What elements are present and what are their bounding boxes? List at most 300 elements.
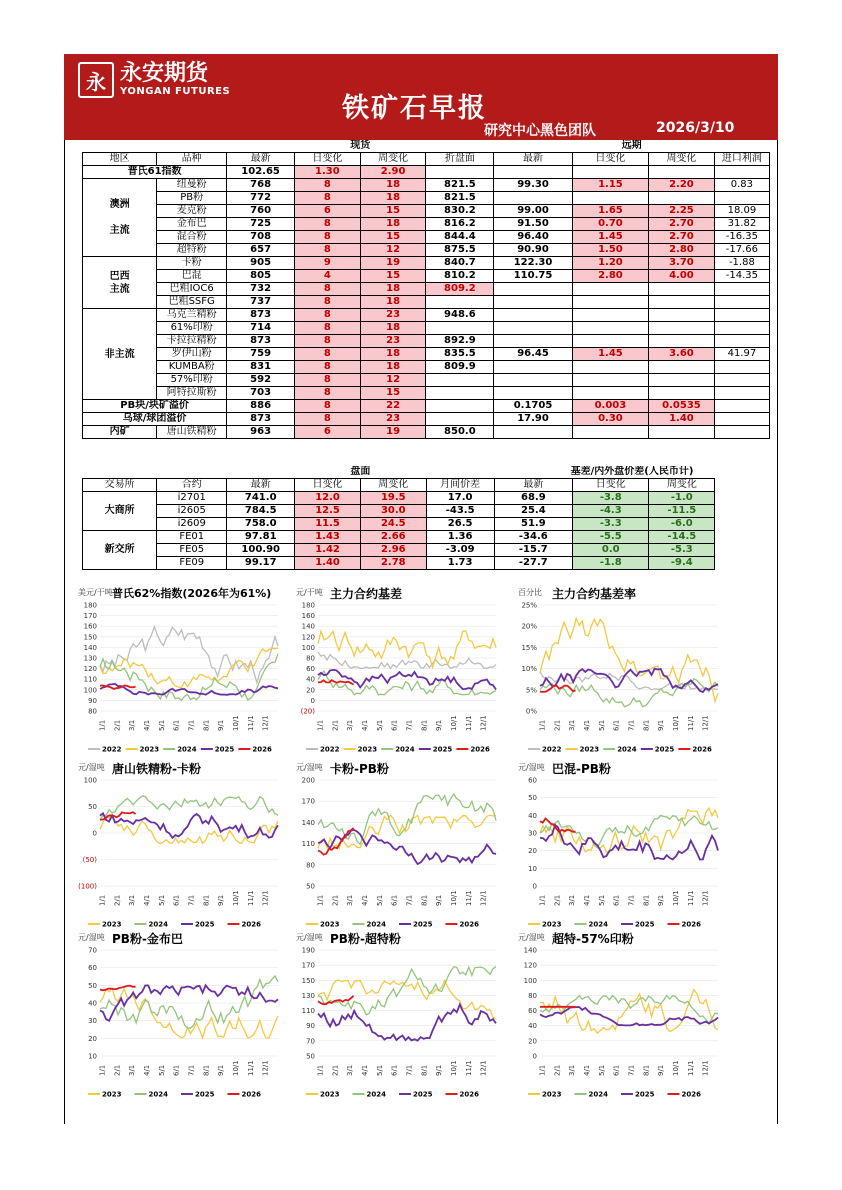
contract-name: FE05	[157, 544, 227, 557]
product-name: 阿特拉斯粉	[157, 387, 227, 400]
spot-week-change: 18	[360, 348, 426, 361]
import-profit	[714, 374, 769, 387]
report-title: 铁矿石早报	[342, 93, 487, 124]
series-line-2023	[100, 648, 278, 688]
spot-week-change: 15	[360, 270, 426, 283]
chart-c5	[290, 760, 502, 930]
column-header: 日变化	[295, 153, 361, 166]
product-name: 超特粉	[157, 244, 227, 257]
y-tick-label: (20)	[300, 707, 315, 716]
x-tick-label: 12/1	[701, 890, 710, 906]
section-header-row	[83, 466, 771, 479]
blank-cell	[715, 505, 770, 518]
forward-week-change: 2.80	[649, 244, 715, 257]
x-tick-label: 2/1	[331, 719, 340, 731]
chart-title: 主力合约基差率	[552, 587, 637, 601]
spot-latest: 657	[227, 244, 295, 257]
calendar-spread: 1.73	[426, 557, 494, 570]
x-tick-label: 10/1	[231, 1060, 240, 1076]
y-tick-label: 80	[306, 861, 315, 870]
x-tick-label: 11/1	[246, 890, 255, 906]
futures-latest: 784.5	[227, 505, 295, 518]
series-line-2022	[100, 627, 278, 683]
chart-c1	[72, 585, 284, 755]
product-name: 混合粉	[157, 231, 227, 244]
empty-cell	[714, 413, 769, 426]
x-tick-label: 6/1	[172, 894, 181, 906]
x-tick-label: 8/1	[202, 1064, 211, 1076]
x-tick-label: 7/1	[187, 719, 196, 731]
chart-svg	[512, 601, 724, 755]
y-tick-label: 110	[301, 1007, 315, 1016]
x-tick-label: 12/1	[701, 1060, 710, 1076]
calendar-spread: -43.5	[426, 505, 494, 518]
series-line-2023	[540, 990, 718, 1034]
x-tick-label: 7/1	[405, 1064, 414, 1076]
spot-week-change: 18	[360, 283, 426, 296]
series-line-2024	[540, 679, 718, 707]
x-tick-label: 3/1	[128, 719, 137, 731]
x-tick-label: 3/1	[128, 1064, 137, 1076]
table-row	[83, 322, 770, 335]
chart-svg	[72, 601, 284, 755]
spot-day-change: 8	[295, 218, 361, 231]
spot-week-change: 18	[360, 192, 426, 205]
y-tick-label: 150	[83, 633, 97, 642]
forward-latest	[494, 361, 572, 374]
spot-day-change: 8	[295, 348, 361, 361]
y-tick-label: 180	[301, 601, 315, 610]
basis-week-change: -9.4	[649, 557, 715, 570]
blank-cell	[715, 479, 770, 492]
chart-c3	[512, 585, 724, 755]
legend-label: 2025	[654, 745, 675, 754]
y-tick-label: (50)	[82, 856, 97, 864]
forward-latest: 99.00	[494, 205, 572, 218]
legend-label: 2024	[148, 920, 168, 929]
series-line-2024	[100, 796, 278, 820]
forward-week-change: 2.70	[649, 231, 715, 244]
spot-latest: 805	[227, 270, 295, 283]
y-tick-label: 20	[528, 847, 537, 856]
y-tick-label: 25%	[521, 601, 537, 610]
table-row	[83, 374, 770, 387]
x-tick-label: 11/1	[686, 1060, 695, 1076]
product-name: 61%印粉	[157, 322, 227, 335]
domestic-name: 唐山铁精粉	[157, 426, 227, 439]
forward-week-change: 3.70	[649, 257, 715, 270]
legend-label: 2025	[195, 1090, 215, 1099]
converted-price: 809.9	[426, 361, 494, 374]
x-tick-label: 1/1	[316, 719, 325, 731]
y-tick-label: (100)	[78, 882, 97, 891]
x-tick-label: 4/1	[582, 1064, 591, 1076]
x-tick-label: 11/1	[464, 1060, 473, 1076]
spot-latest: 831	[227, 361, 295, 374]
y-tick-label: 0	[532, 1052, 537, 1061]
forward-week-change	[649, 309, 715, 322]
x-tick-label: 4/1	[582, 719, 591, 731]
spot-week-change: 18	[360, 361, 426, 374]
x-tick-label: 2/1	[553, 719, 562, 731]
forward-day-change	[572, 335, 648, 348]
basis-latest: 51.9	[494, 518, 573, 531]
forward-latest: 99.30	[494, 179, 572, 192]
series-line-2023	[318, 815, 496, 848]
spot-week-change: 18	[360, 218, 426, 231]
column-header: 地区	[83, 153, 157, 166]
import-profit	[714, 309, 769, 322]
spot-week-change: 12	[360, 374, 426, 387]
column-header: 折盘面	[426, 153, 494, 166]
forward-week-change	[649, 296, 715, 309]
spot-latest: 873	[227, 309, 295, 322]
legend-label: 2025	[413, 1090, 433, 1099]
x-tick-label: 10/1	[449, 890, 458, 906]
x-tick-label: 9/1	[657, 719, 666, 731]
forward-latest: 96.40	[494, 231, 572, 244]
blank-cell	[83, 140, 227, 153]
product-name: 巴混	[157, 270, 227, 283]
spot-latest: 725	[227, 218, 295, 231]
table-row	[83, 296, 770, 309]
calendar-spread: -3.09	[426, 544, 494, 557]
x-tick-label: 4/1	[142, 1064, 151, 1076]
forward-day-change	[572, 309, 648, 322]
y-tick-label: 10	[88, 1052, 97, 1061]
import-profit	[714, 322, 769, 335]
spot-week-change: 15	[360, 387, 426, 400]
series-line-2025	[318, 1005, 496, 1041]
forward-week-change: 2.70	[649, 218, 715, 231]
domestic-label: 内矿	[83, 426, 157, 439]
domestic-week-change: 19	[360, 426, 426, 439]
y-tick-label: 30	[88, 1017, 97, 1026]
chart-unit: 元/湿吨	[296, 763, 323, 772]
x-tick-label: 2/1	[331, 1064, 340, 1076]
forward-week-change	[649, 192, 715, 205]
chart-title: PB粉-超特粉	[330, 932, 401, 946]
spot-latest: 760	[227, 205, 295, 218]
y-tick-label: 10	[528, 864, 537, 873]
premium-latest: 886	[227, 400, 295, 413]
premium-forward-latest: 17.90	[494, 413, 572, 426]
forward-day-change	[572, 361, 648, 374]
y-tick-label: 90	[306, 1022, 315, 1031]
converted-price	[426, 296, 494, 309]
blank-cell	[715, 544, 770, 557]
y-tick-label: 50	[528, 794, 537, 803]
import-profit: 0.83	[714, 179, 769, 192]
product-name: PB粉	[157, 192, 227, 205]
calendar-spread: 26.5	[426, 518, 494, 531]
forward-day-change: 1.65	[572, 205, 648, 218]
chart-unit: 美元/干吨	[78, 588, 113, 597]
empty-cell	[494, 166, 572, 179]
domestic-day-change: 6	[295, 426, 361, 439]
column-header: 日变化	[295, 479, 361, 492]
legend-label: 2023	[579, 745, 600, 754]
chart-svg	[290, 946, 502, 1100]
y-tick-label: 70	[88, 946, 97, 955]
x-tick-label: 8/1	[642, 719, 651, 731]
empty-cell	[714, 166, 769, 179]
converted-price: 809.2	[426, 283, 494, 296]
column-header: 周变化	[360, 153, 426, 166]
basis-day-change: -3.3	[573, 518, 649, 531]
futures-week-change: 2.78	[360, 557, 426, 570]
x-tick-label: 10/1	[231, 890, 240, 906]
company-logo	[78, 62, 230, 98]
y-tick-label: 160	[83, 622, 97, 631]
y-tick-label: 160	[301, 612, 315, 621]
legend-label: 2023	[542, 920, 562, 929]
spot-latest: 732	[227, 283, 295, 296]
x-tick-label: 9/1	[435, 894, 444, 906]
chart-svg	[72, 776, 284, 930]
y-tick-label: 10%	[521, 665, 537, 674]
converted-price	[426, 387, 494, 400]
chart-c6	[512, 760, 724, 930]
forward-day-change	[572, 322, 648, 335]
basis-section-label: 基差/内外盘价差(人民币计)	[570, 466, 694, 477]
y-tick-label: 140	[523, 946, 537, 955]
spot-latest: 873	[227, 335, 295, 348]
forward-day-change: 2.80	[572, 270, 648, 283]
spot-week-change: 18	[360, 179, 426, 192]
forward-week-change	[649, 387, 715, 400]
forward-week-change	[649, 361, 715, 374]
x-tick-label: 1/1	[98, 1064, 107, 1076]
x-tick-label: 9/1	[217, 719, 226, 731]
futures-week-change: 2.66	[360, 531, 426, 544]
futures-table	[82, 466, 770, 570]
y-tick-label: 100	[301, 643, 315, 652]
spot-section-label: 现货	[350, 140, 371, 151]
legend-label: 2025	[635, 920, 655, 929]
spot-latest: 703	[227, 387, 295, 400]
chart-c7	[72, 930, 284, 1100]
basis-day-change: -1.8	[573, 557, 649, 570]
y-tick-label: 5%	[525, 686, 537, 695]
premium-row	[83, 400, 770, 413]
x-tick-label: 11/1	[686, 890, 695, 906]
converted-price	[426, 322, 494, 335]
x-tick-label: 12/1	[261, 890, 270, 906]
y-tick-label: 140	[301, 818, 315, 827]
x-tick-label: 6/1	[612, 1064, 621, 1076]
spot-day-change: 4	[295, 270, 361, 283]
converted-price: 821.5	[426, 192, 494, 205]
column-header: 日变化	[573, 479, 649, 492]
column-header: 日变化	[572, 153, 648, 166]
product-name: 金布巴	[157, 218, 227, 231]
futures-week-change: 2.96	[360, 544, 426, 557]
contract-name: FE09	[157, 557, 227, 570]
product-name: 57%印粉	[157, 374, 227, 387]
legend-label: 2023	[139, 745, 160, 754]
table-row	[83, 492, 771, 505]
table-row	[83, 231, 770, 244]
y-tick-label: 20%	[521, 622, 537, 631]
x-tick-label: 10/1	[671, 1060, 680, 1076]
premium-day-change: 8	[295, 413, 361, 426]
y-tick-label: 150	[301, 976, 315, 985]
table-row	[83, 309, 770, 322]
product-name: 纽曼粉	[157, 179, 227, 192]
converted-price	[426, 374, 494, 387]
premium-day-change: 8	[295, 400, 361, 413]
empty-cell	[426, 413, 494, 426]
x-tick-label: 10/1	[231, 715, 240, 731]
x-tick-label: 5/1	[597, 719, 606, 731]
table-row	[83, 544, 771, 557]
y-tick-label: 190	[301, 946, 315, 955]
chart-title: 卡粉-PB粉	[330, 762, 389, 776]
x-tick-label: 12/1	[261, 715, 270, 731]
forward-latest	[494, 309, 572, 322]
legend-label: 2024	[148, 1090, 168, 1099]
basis-day-change: -3.8	[573, 492, 649, 505]
forward-week-change: 4.00	[649, 270, 715, 283]
y-tick-label: 110	[301, 840, 315, 849]
x-tick-label: 10/1	[671, 715, 680, 731]
basis-week-change: -5.3	[649, 544, 715, 557]
x-tick-label: 10/1	[671, 890, 680, 906]
legend-label: 2023	[102, 1090, 122, 1099]
empty-cell	[649, 426, 715, 439]
domestic-row	[83, 426, 770, 439]
basis-latest: -15.7	[494, 544, 573, 557]
legend-label: 2026	[681, 1090, 701, 1099]
x-tick-label: 6/1	[612, 894, 621, 906]
premium-label: PB块/块矿溢价	[83, 400, 227, 413]
futures-day-change: 1.43	[295, 531, 361, 544]
y-tick-label: 90	[88, 696, 97, 705]
column-header: 周变化	[649, 479, 715, 492]
spot-day-change: 8	[295, 283, 361, 296]
converted-price: 810.2	[426, 270, 494, 283]
x-tick-label: 5/1	[157, 894, 166, 906]
futures-latest: 100.90	[227, 544, 295, 557]
product-name: 乌克兰精粉	[157, 309, 227, 322]
y-tick-label: 100	[83, 776, 97, 785]
futures-day-change: 1.42	[295, 544, 361, 557]
chart-unit: 元/湿吨	[518, 763, 545, 772]
x-tick-label: 7/1	[187, 894, 196, 906]
exchange-label: 新交所	[83, 531, 157, 570]
x-tick-label: 8/1	[642, 894, 651, 906]
y-tick-label: 50	[306, 1052, 315, 1061]
table-row	[83, 361, 770, 374]
basis-day-change: -4.3	[573, 505, 649, 518]
x-tick-label: 4/1	[582, 894, 591, 906]
x-tick-label: 1/1	[98, 719, 107, 731]
converted-price: 821.5	[426, 179, 494, 192]
platts-latest: 102.65	[227, 166, 295, 179]
legend-label: 2022	[102, 745, 122, 754]
product-name: 巴粗IOC6	[157, 283, 227, 296]
x-tick-label: 3/1	[568, 894, 577, 906]
x-tick-label: 12/1	[479, 715, 488, 731]
series-line-2025	[318, 670, 496, 690]
x-tick-label: 3/1	[568, 719, 577, 731]
product-name: KUMBA粉	[157, 361, 227, 374]
legend-label: 2024	[177, 745, 197, 754]
premium-label: 乌球/球团溢价	[83, 413, 227, 426]
chart-c4	[72, 760, 284, 930]
product-name: 巴粗SSFG	[157, 296, 227, 309]
product-name: 卡粉	[157, 257, 227, 270]
spot-week-change: 23	[360, 309, 426, 322]
x-tick-label: 7/1	[627, 894, 636, 906]
y-tick-label: 100	[523, 976, 537, 985]
y-tick-label: 40	[528, 811, 537, 820]
import-profit: -16.35	[714, 231, 769, 244]
legend-label: 2024	[366, 1090, 386, 1099]
import-profit	[714, 192, 769, 205]
domestic-latest: 963	[227, 426, 295, 439]
table-row	[83, 557, 771, 570]
x-tick-label: 11/1	[246, 1060, 255, 1076]
y-tick-label: 20	[528, 1037, 537, 1046]
forward-week-change	[649, 283, 715, 296]
y-tick-label: 120	[523, 961, 537, 970]
x-tick-label: 2/1	[113, 1064, 122, 1076]
chart-unit: 元/湿吨	[518, 933, 545, 942]
legend-label: 2024	[395, 745, 415, 754]
empty-cell	[572, 426, 648, 439]
legend-label: 2023	[102, 920, 122, 929]
premium-forward-week: 1.40	[649, 413, 715, 426]
empty-cell	[649, 166, 715, 179]
legend-label: 2025	[413, 920, 433, 929]
forward-latest	[494, 296, 572, 309]
blank-cell	[715, 492, 770, 505]
premium-week-change: 23	[360, 413, 426, 426]
legend-label: 2023	[320, 920, 340, 929]
table-row	[83, 348, 770, 361]
x-tick-label: 11/1	[464, 715, 473, 731]
legend-label: 2025	[195, 920, 215, 929]
x-tick-label: 10/1	[449, 1060, 458, 1076]
premium-forward-week: 0.0535	[649, 400, 715, 413]
x-tick-label: 8/1	[642, 1064, 651, 1076]
spot-day-change: 8	[295, 374, 361, 387]
y-tick-label: 60	[306, 665, 315, 674]
import-profit	[714, 361, 769, 374]
series-line-2026	[100, 986, 136, 991]
platts-day-change: 1.30	[295, 166, 361, 179]
futures-latest: 99.17	[227, 557, 295, 570]
spot-day-change: 8	[295, 296, 361, 309]
table-row	[83, 205, 770, 218]
table-row	[83, 387, 770, 400]
forward-day-change	[572, 296, 648, 309]
y-tick-label: 50	[88, 981, 97, 990]
spot-latest: 759	[227, 348, 295, 361]
x-tick-label: 11/1	[246, 715, 255, 731]
series-line-2022	[318, 652, 496, 669]
y-tick-label: 0	[310, 696, 315, 705]
chart-unit: 元/湿吨	[78, 933, 105, 942]
x-tick-label: 5/1	[157, 719, 166, 731]
forward-latest: 110.75	[494, 270, 572, 283]
column-header: 合约	[157, 479, 227, 492]
x-tick-label: 1/1	[538, 1064, 547, 1076]
forward-day-change: 1.50	[572, 244, 648, 257]
section-header-row	[83, 140, 770, 153]
